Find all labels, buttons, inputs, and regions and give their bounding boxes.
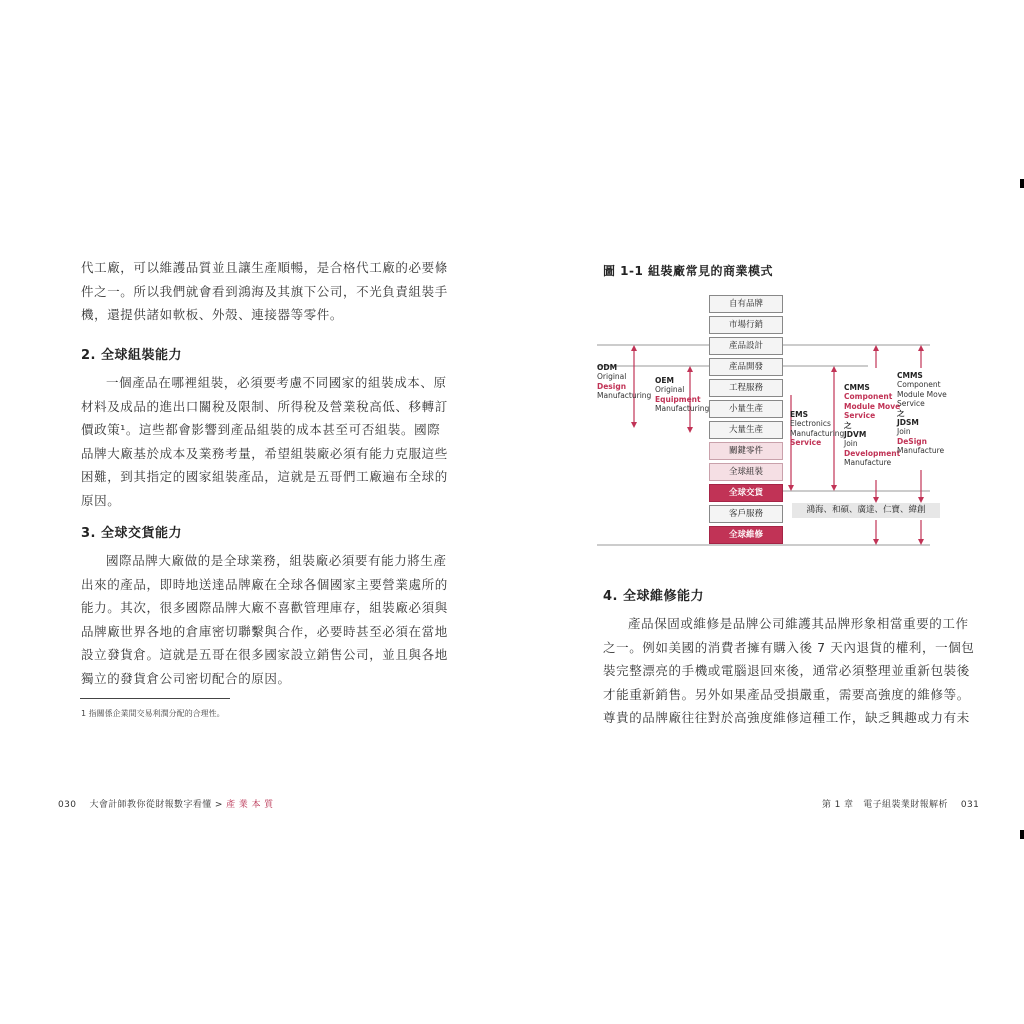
section-3-heading: 3. 全球交貨能力 [81,526,183,541]
section-4-paragraph: 產品保固或維修是品牌公司維護其品牌形象相當重要的工作 之一。例如美國的消費者擁有購入後 7 天內退貨的權利，一個包 裝完整漂亮的手機或電腦退回來後，通常必須整理並重新包裝後 才能重新銷售。另外如果產品受損嚴重，需要高強度的維修等。 尊貴的品牌廠往往對於高強度維修這種工作，缺乏興趣或力有未 [603,616,975,725]
step-own-brand: 自有品牌 [709,295,783,313]
footer-separator: > [214,800,223,810]
figure-title: 圖 1-1 組裝廠常見的商業模式 [603,264,774,278]
cmms-jdvm-label: CMMS Component Module Move Service 之 JDVM Join Development Manufacture [844,383,901,468]
ems-label: EMS Electronics Manufacturing Service [790,410,845,448]
section-4-heading: 4. 全球維修能力 [603,589,705,604]
chapter-title: 電子組裝業財報解析 [863,800,948,810]
step-key-components: 關鍵零件 [709,442,783,460]
step-global-repair: 全球維修 [709,526,783,544]
chapter-label: 第 1 章 [822,800,854,810]
cmms-jdsm-label: CMMS Component Module Move Service 之 JDSM Join DeSign Manufacture [897,371,947,456]
section-2-paragraph: 一個產品在哪裡組裝，必須要考慮不同國家的組裝成本、原 材料及成品的進出口關稅及限制、所得稅及營業稅高低、移轉訂 價政策¹。這些都會影響到產品組裝的成本甚至可否組裝。國際 品牌大廠基於成本及業務考量，希望組裝廠必須有能力克服這些 困難，到其指定的國家組裝產品，這就是五哥們工廠遍布全球的 原因。 [81,375,448,508]
left-page-number: 030 [58,800,77,810]
section-3-paragraph: 國際品牌大廠做的是全球業務，組裝廠必須要有能力將生產 出來的產品，即時地送達品牌廠在全球各個國家主要營業處所的 能力。其次，很多國際品牌大廠不喜歡管理庫存，組裝廠必須與 品牌廠世界各地的倉庫密切聯繫與合作，必要時甚至必須在當地 設立發貨倉。這就是五哥在很多國家設立銷售公司，並且與各地 獨立的發貨倉公司密切配合的原因。 [81,553,448,686]
step-product-design: 產品設計 [709,337,783,355]
intro-paragraph: 代工廠，可以維護品質並且讓生產順暢，是合格代工廠的必要條 件之一。所以我們就會看到鴻海及其旗下公司，不光負責組裝手 機，還提供諸如軟板、外殼、連接器等零件。 [81,260,448,322]
edge-tab-mark-bottom [1020,830,1024,839]
step-global-assembly: 全球組裝 [709,463,783,481]
step-small-production: 小量生產 [709,400,783,418]
step-customer-service: 客戶服務 [709,505,783,523]
step-marketing: 市場行銷 [709,316,783,334]
book-series: 產 業 本 質 [226,800,274,810]
assembler-partners-label: 鴻海、和碩、廣達、仁寶、緯創 [792,503,940,518]
step-mass-production: 大量生產 [709,421,783,439]
edge-tab-mark-top [1020,179,1024,188]
odm-label: ODM Original Design Manufacturing [597,363,652,401]
step-global-delivery: 全球交貨 [709,484,783,502]
section-2-heading: 2. 全球組裝能力 [81,348,183,363]
step-engineering-service: 工程服務 [709,379,783,397]
book-title: 大會計師教你從財報數字看懂 [89,800,212,810]
oem-label: OEM Original Equipment Manufacturing [655,376,710,414]
right-page-number: 031 [960,800,980,810]
right-page-footer [822,797,979,810]
footnote: 1 指關係企業間交易利潤分配的合理性。 [81,709,225,718]
step-product-development: 產品開發 [709,358,783,376]
